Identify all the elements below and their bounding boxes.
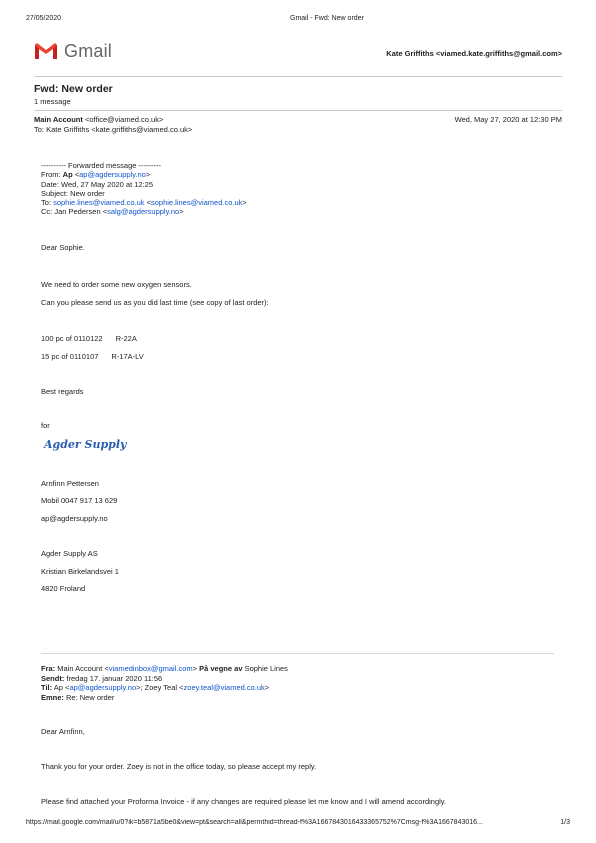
quoted-to-link-1[interactable]: ap@agdersupply.no [69,683,137,692]
agder-supply-logo: Agder Supply [44,438,127,451]
print-title: Gmail - Fwd: New order [290,15,364,22]
forwarded-header: ---------- Forwarded message --------- [41,161,161,170]
quoted-sent: Sendt: fredag 17. januar 2020 11:56 [41,674,163,683]
forwarded-to: To: sophie.lines@viamed.co.uk <sophie.lines@viamed.co.uk> [41,198,247,207]
quoted-from-link[interactable]: viamedinbox@gmail.com [108,664,193,673]
account-email: Kate Griffiths <viamed.kate.griffiths@gmail.com> [386,49,562,58]
print-page-number: 1/3 [560,819,570,826]
gmail-wordmark: Gmail [64,41,113,61]
quoted-greeting: Dear Arnfinn, [41,727,85,736]
body-line-2: Can you please send us as you did last time (see copy of last order): [41,298,269,307]
forwarded-from: From: Ap <ap@agdersupply.no> [41,170,151,179]
order-line-1: 100 pc of 0110122 R-22A [41,334,137,343]
quoted-line-2: Please find attached your Proforma Invoice - if any changes are required please let me know and I will amend accordingly. [41,797,447,806]
sender-email: <office@viamed.co.uk> [82,115,164,124]
quoted-line-1: Thank you for your order. Zoey is not in the office today, so please accept my reply. [41,762,317,771]
header-divider [34,76,562,77]
quoted-to: Til: Ap <ap@agdersupply.no>; Zoey Teal <zoey.teal@viamed.co.uk> [41,683,270,692]
message-count: 1 message [34,97,71,106]
forwarded-cc-link[interactable]: salg@agdersupply.no [107,207,180,216]
quoted-from: Fra: Main Account <viamedinbox@gmail.com> På vegne av Sophie Lines [41,664,288,673]
signature-for: for [41,421,50,430]
company-name: Agder Supply AS [41,549,98,558]
forwarded-subject: Subject: New order [41,189,105,198]
sender-name: Main Account [34,115,83,124]
quoted-to-link-2[interactable]: zoey.teal@viamed.co.uk [183,683,265,692]
body-line-1: We need to order some new oxygen sensors. [41,280,192,289]
forwarded-cc: Cc: Jan Pedersen <salg@agdersupply.no> [41,207,184,216]
forwarded-date: Date: Wed, 27 May 2020 at 12:25 [41,180,154,189]
message-date: Wed, May 27, 2020 at 12:30 PM [454,115,562,124]
message-from [34,115,163,124]
forwarded-from-link[interactable]: ap@agdersupply.no [79,170,146,179]
quoted-divider [41,653,554,654]
message-to: To: Kate Griffiths <kate.griffiths@viamed.co.uk> [34,125,193,134]
company-address-1: Kristian Birkelandsvei 1 [41,567,119,576]
forwarded-to-link-2[interactable]: sophie.lines@viamed.co.uk [150,198,243,207]
thread-divider [34,110,562,111]
print-footer-url: https://mail.google.com/mail/u/0?ik=b5871a5be0&view=pt&search=all&permthid=thread-f%3A1667843016433365752%7Cmsg-f%3A1667843016... [26,819,483,826]
regards: Best regards [41,387,84,396]
print-date: 27/05/2020 [26,15,62,22]
thread-subject: Fwd: New order [34,83,113,95]
signature-mobile: Mobil 0047 917 13 629 [41,496,118,505]
order-line-2: 15 pc of 0110107 R-17A-LV [41,352,144,361]
signature-name: Arnfinn Pettersen [41,479,99,488]
company-address-2: 4820 Froland [41,584,86,593]
gmail-logo-icon [34,42,58,60]
signature-email: ap@agdersupply.no [41,514,108,523]
body-greeting: Dear Sophie. [41,243,85,252]
quoted-subject: Emne: Re: New order [41,693,115,702]
forwarded-to-link[interactable]: sophie.lines@viamed.co.uk [53,198,145,207]
